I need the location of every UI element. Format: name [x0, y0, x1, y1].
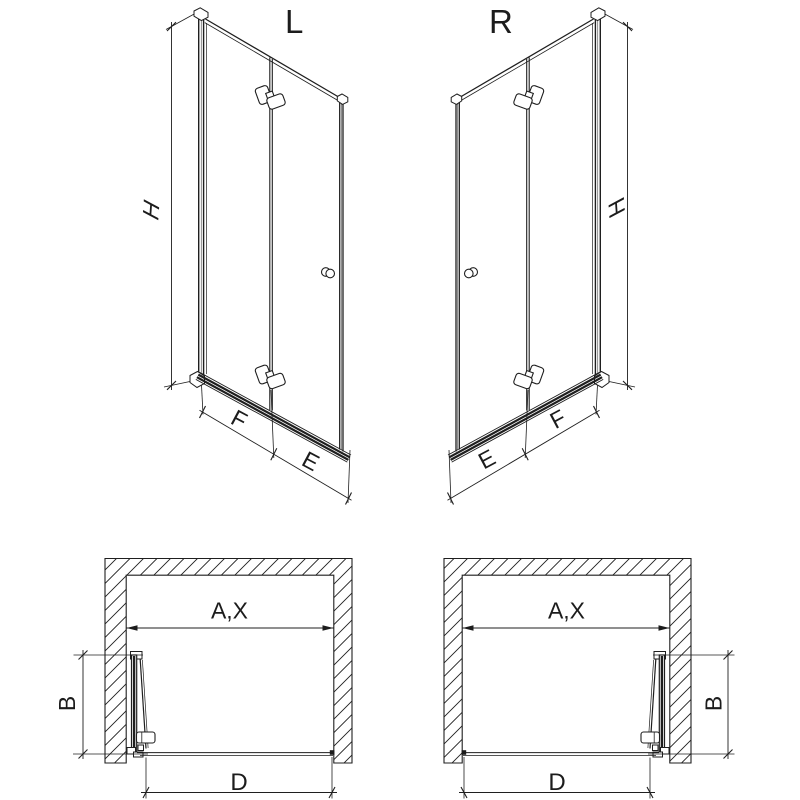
side-panel-label-left: E: [297, 445, 324, 477]
folding-door-3d-right: [448, 8, 636, 505]
variant-label-left: L: [285, 3, 304, 40]
side-panel-label-right: E: [473, 443, 500, 475]
folding-door-3d-left: [164, 8, 352, 505]
entry-width-label-left: D: [230, 769, 248, 796]
entry-width-label-right: D: [548, 769, 566, 796]
wall-depth-label-right: B: [700, 695, 727, 712]
opening-width-label-right: A,X: [547, 597, 586, 624]
height-label-right: H: [604, 192, 631, 223]
front-panel-label-right: F: [545, 404, 571, 434]
wall-depth-label-left: B: [54, 695, 80, 712]
variant-label-right: R: [489, 3, 513, 40]
height-label-left: H: [138, 195, 165, 226]
opening-width-label-left: A,X: [210, 597, 249, 624]
front-panel-label-left: F: [226, 404, 252, 434]
